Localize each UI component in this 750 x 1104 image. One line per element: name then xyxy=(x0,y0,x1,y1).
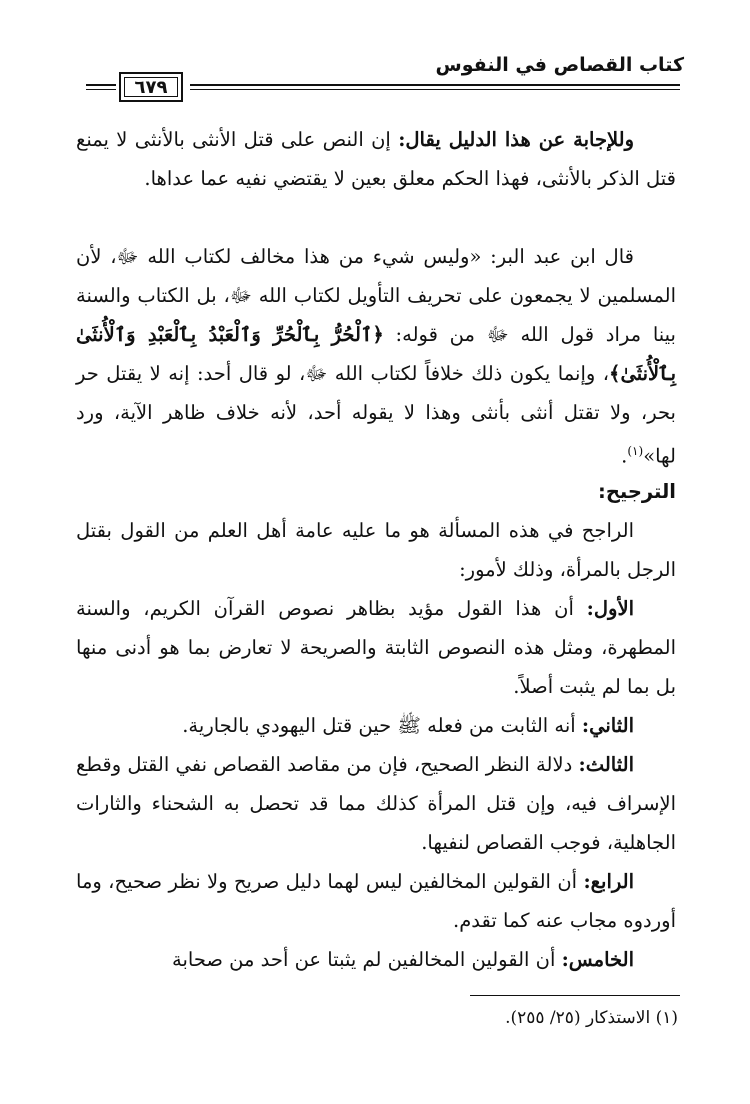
quote-text-a: قال ابن عبد البر: «وليس شيء من هذا مخالف لكتاب الله ﷻ، لأن المسلمين لا يجمعون على تحريف التأويل لكتاب الله ﷻ، بل الكتاب والسنة بينا مراد قول الله ﷻ من قوله: xyxy=(76,245,676,346)
paragraph-preferred-opinion xyxy=(76,511,676,589)
quote-end: . xyxy=(621,444,628,468)
page-number-box xyxy=(119,72,183,102)
page-number: ٦٧٩ xyxy=(134,76,168,98)
paragraph-reason-first xyxy=(76,589,676,706)
paragraph-reason-second xyxy=(76,706,676,745)
reason-first-lead: الأول: xyxy=(586,597,634,620)
reason-fourth-text: أن القولين المخالفين ليس لهما دليل صريح ولا نظر صحيح، وما أوردوه مجاب عنه كما تقدم. xyxy=(76,870,676,932)
header-rule-right-bottom xyxy=(190,89,680,90)
quran-verse: ﴿ٱلْحُرُّ بِٱلْحُرِّ وَٱلْعَبْدُ بِٱلْعَبْدِ وَٱلْأُنثَىٰ بِٱلْأُنثَىٰ﴾ xyxy=(76,323,676,385)
quote-text-b: ، وإنما يكون ذلك خلافاً لكتاب الله ﷻ، لو قال أحد: إنه لا يقتل حر بحر، ولا تقتل أنثى بأنثى وهذا لا يقوله أحد، لأنه خلاف ظاهر الآية، ورد لها» xyxy=(76,362,676,468)
footnote-separator xyxy=(470,995,680,996)
reason-fourth-lead: الرابع: xyxy=(583,870,634,893)
reason-fifth-lead: الخامس: xyxy=(561,948,634,971)
paragraph-ibn-abd-al-barr-quote xyxy=(76,237,676,476)
paragraph-reason-fifth xyxy=(76,940,676,979)
reason-third-lead: الثالث: xyxy=(578,753,634,776)
header-rule-left-bottom xyxy=(86,89,116,90)
preferred-opinion-text: الراجح في هذه المسألة هو ما عليه عامة أهل العلم من القول بقتل الرجل بالمرأة، وذلك لأمور: xyxy=(76,519,676,581)
reason-third-text: دلالة النظر الصحيح، فإن من مقاصد القصاص نفي القتل وقطع الإسراف فيه، وإن قتل المرأة كذلك مما قد تحصل به الشحناء والثارات الجاهلية، فوجب القصاص لنفيها. xyxy=(76,753,676,854)
running-header-title: كتاب القصاص في النفوس xyxy=(435,54,684,76)
rebuttal-text: إن النص على قتل الأنثى بالأنثى لا يمنع قتل الذكر بالأنثى، فهذا الحكم معلق بعين لا يقتضي نفيه عما عداها. xyxy=(76,128,676,190)
paragraph-reason-third xyxy=(76,745,676,862)
header-rule-right-top xyxy=(190,84,680,86)
footnote: (١) الاستذكار (٢٥/ ٢٥٥). xyxy=(505,1008,678,1028)
footnote-ref: (١) xyxy=(627,444,644,458)
tarjih-heading: الترجيح: xyxy=(598,480,676,503)
rebuttal-lead: وللإجابة عن هذا الدليل يقال: xyxy=(398,128,634,151)
paragraph-rebuttal xyxy=(76,120,676,198)
paragraph-reason-fourth xyxy=(76,862,676,940)
reason-fifth-text: أن القولين المخالفين لم يثبتا عن أحد من صحابة xyxy=(172,948,562,971)
tarjih-heading-line xyxy=(76,472,676,511)
reason-second-text: أنه الثابت من فعله ﷺ حين قتل اليهودي بالجارية. xyxy=(182,714,582,737)
reason-first-text: أن هذا القول مؤيد بظاهر نصوص القرآن الكريم، والسنة المطهرة، ومثل هذه النصوص الثابتة والصريحة لا تعارض بما هو أدنى منها بل بما لم يثبت أصلاً. xyxy=(76,597,676,698)
header-rule-left-top xyxy=(86,84,116,86)
reason-second-lead: الثاني: xyxy=(581,714,634,737)
